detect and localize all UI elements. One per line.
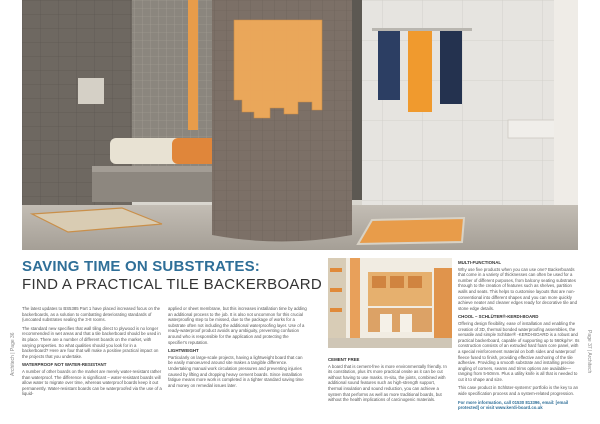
article-column-3	[328, 355, 450, 406]
subheading-product: CHOOL – SCHLÜTER®-KERDI-BOARD	[458, 314, 539, 320]
page-marker-right: Page 37 | Architech	[586, 330, 592, 374]
article-column-4	[458, 258, 580, 414]
page-marker-left: Architech | Page 36	[10, 332, 16, 376]
boards-illustration	[328, 258, 452, 348]
subheading-waterproof: WATERPROOF NOT WATER-RESISTANT	[22, 362, 107, 368]
paragraph: The standard new specifies that wall tiling direct to plywood is no longer recommended in wet areas and that a tile backerboard should be used in its place. There are a number of different boards on the market, with varying properties. So what qualities should you look for in a backerboard? Here are four that will make a positive practical impact on the projects that you undertake.	[22, 325, 161, 359]
paragraph: Offering design flexibility, ease of installation and enabling the creation of 3D, thermal bonded waterproofing assemblies, the versatile and simple Schlüter® -KERDI-BOARD is a robust and practical backerboard, capable of supporting up to 560kg/m². Its construction consists of an extruded hard foam core panel, with a special reinforcement material on both sides and waterproof fleece fused to finish, providing effective anchoring of the tile adhesive. Providing a smooth substrate and installing precise angling of corners, seams and trims options are available—ranging from 5-50mm. Plus a utility knife is all that is needed to cut it to shape and size.	[458, 320, 580, 382]
paragraph: applied or sheet membrane, but this increases installation time by adding an additional process to the job. It is also not uncommon for this crucial waterproofing step to be missed, due to the package of works for a substrate often not including the additional waterproofing layer. Use of a ready-waterproof product avoids any ambiguity, preventing confusion around who is responsible for the application and protecting the specifier's reputation.	[168, 306, 307, 345]
subheading-lightweight: LIGHTWEIGHT	[168, 348, 199, 354]
hero-bathroom-image	[22, 0, 578, 250]
contact-info: For more information, call 01530 813396, email: [email protected] or visit www.kerdi-board.co.uk	[458, 399, 569, 411]
paragraph: This case product in Schlüter-systems' portfolio is the key to an wide specification process and a system-related progression.	[458, 385, 578, 397]
paragraph: Particularly on large-scale projects, having a lightweight board that can be easily manoeuvred around site makes a tangible difference. Undertaking manual work circulation pressures and preventing injuries caused by lifting and dropping heavy cement boards. Since installation fatigue means more work is completed in a tighter standard saving time and money on remedial issues later.	[168, 354, 304, 388]
subheading-cement-free: CEMENT FREE	[328, 357, 360, 362]
bathroom-illustration	[22, 0, 578, 250]
headline-secondary: FIND A PRACTICAL TILE BACKERBOARD	[22, 276, 322, 293]
paragraph: A board that is cement-free is more environmentally friendly. In its constitution, plus it's more practical onsite as it can be cut without having to use masks. In-situ, the joints, combined with additional sound features such as high-strength support, thermal insulation and sound reduction, you can achieve a system that performs as well as more traditional boards, but without the health implications of carcinogenic materials.	[328, 363, 447, 403]
inset-room-image	[328, 258, 452, 348]
paragraph: Why use five products when you can use one? Backerboards that come in a variety of thicknesses can often be used for a number of different purposes, from balcony seating substrates through to the creation of features such as shelves, partition walls and seats. This helps to customise layouts that are non-conventional into different shapes and you can more quickly achieve neater and cleaner edges ready for decorative tile and stone edge details.	[458, 266, 577, 311]
article-column-1	[22, 306, 162, 400]
article-column-2	[168, 306, 308, 391]
paragraph: A number of other boards on the market are merely water-resistant rather than waterproof. The difference is significant – water-resistant boards will allow water to migrate over time, whereas waterproof boards keep it out permanently. Water-resistant boards can be waterproofed via the use of a liquid-	[22, 368, 162, 397]
subheading-multi-functional: MULTI-FUNCTIONAL	[458, 260, 502, 265]
paragraph: The latest updates to BS5385 Part 1 have placed increased focus on the backerboards, as a solution to combatting deteriorating standards of (uncoated substrates sealing the 3-8 rooms.	[22, 306, 161, 323]
headline-primary: SAVING TIME ON SUBSTRATES:	[22, 258, 260, 275]
